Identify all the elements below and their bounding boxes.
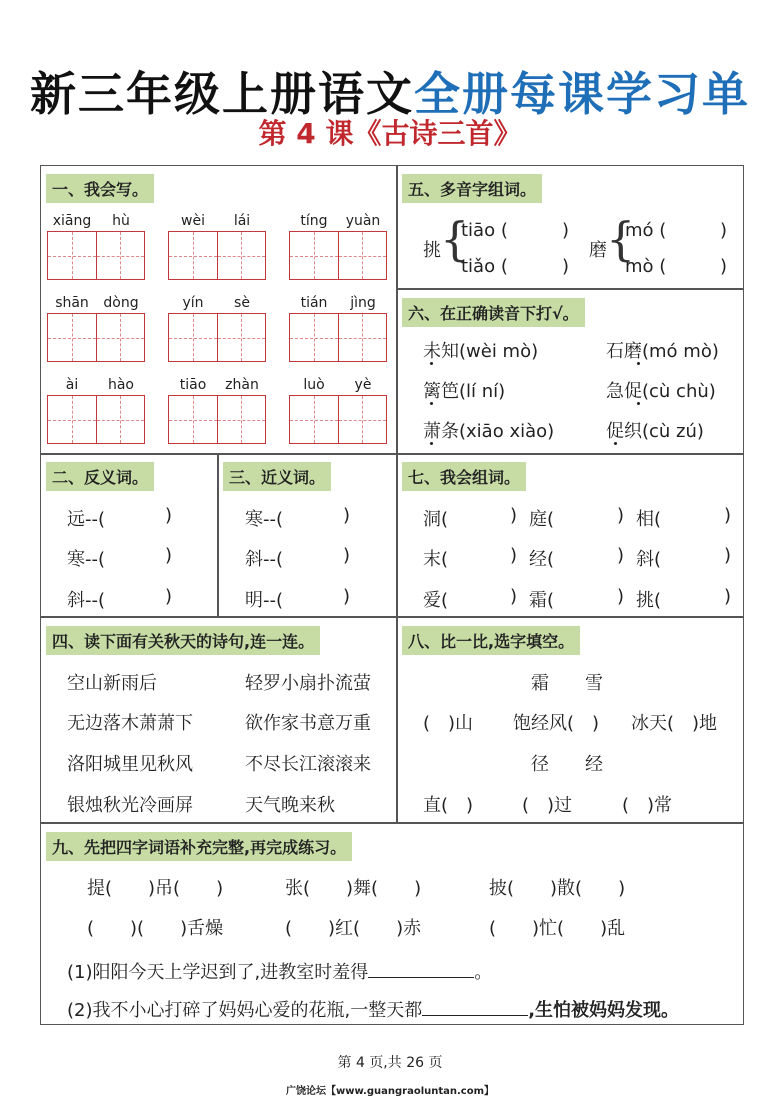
word-group-item: 霜( — [529, 590, 555, 611]
polyphone-char-2: 磨 — [589, 240, 607, 261]
reading-item: 促织(cù zú) — [606, 421, 704, 442]
pinyin-label: tián — [300, 295, 328, 311]
poem-line-left[interactable]: 空山新雨后 — [67, 673, 157, 694]
polyphone-1b: tiǎo ( — [461, 256, 508, 277]
divider — [396, 165, 398, 822]
grid-cell[interactable] — [290, 232, 339, 279]
section3-header: 三、近义词。 — [223, 462, 331, 491]
idiom-item: 张( )舞( ) — [285, 878, 422, 899]
question-2-text: (2)我不小心打碎了妈妈心爱的花瓶,一整天都 — [67, 1000, 423, 1021]
grid-cell[interactable] — [169, 314, 218, 361]
pinyin-label: sè — [234, 295, 250, 311]
divider — [396, 288, 744, 290]
writing-grid[interactable] — [289, 395, 387, 444]
pinyin-label: hào — [107, 377, 135, 393]
close-paren: ) — [617, 545, 625, 566]
close-paren: ) — [720, 256, 728, 277]
synonym-item: 寒--( — [245, 509, 284, 530]
close-paren: ) — [343, 586, 351, 607]
close-paren: ) — [165, 505, 173, 526]
grid-cell[interactable] — [339, 314, 387, 361]
question-1-text: (1)阳阳今天上学迟到了,进教室时羞得 — [67, 962, 369, 983]
close-paren: ) — [617, 586, 625, 607]
word-group-item: 洞( — [423, 509, 449, 530]
exercise-question-2 — [67, 996, 679, 1022]
polyphone-char-1: 挑 — [423, 240, 441, 261]
idiom-item: 提( )吊( ) — [87, 878, 224, 899]
poem-line-right[interactable]: 天气晚来秋 — [245, 795, 335, 816]
pinyin-label: lái — [233, 213, 251, 229]
pinyin-label: dòng — [103, 295, 139, 311]
emphasis-dot — [430, 442, 433, 445]
emphasis-dot — [637, 402, 640, 405]
close-paren: ) — [724, 586, 732, 607]
writing-grid[interactable] — [168, 395, 266, 444]
writing-grid[interactable] — [168, 231, 266, 280]
section1-header: 一、我会写。 — [46, 174, 154, 203]
section7-header: 七、我会组词。 — [402, 462, 526, 491]
reading-item: 篱笆(lí ní) — [423, 381, 506, 402]
idiom-item: 披( )散( ) — [489, 878, 626, 899]
close-paren: ) — [165, 586, 173, 607]
emphasis-dot — [637, 362, 640, 365]
section2-header: 二、反义词。 — [46, 462, 154, 491]
section4-header: 四、读下面有关秋天的诗句,连一连。 — [46, 626, 320, 655]
divider — [217, 453, 219, 616]
writing-grid[interactable] — [168, 313, 266, 362]
polyphone-1a: tiāo ( — [461, 220, 508, 241]
writing-grid[interactable] — [47, 313, 145, 362]
poem-line-right[interactable]: 欲作家书意万重 — [245, 713, 371, 734]
close-paren: ) — [343, 545, 351, 566]
divider — [40, 453, 744, 455]
lesson-subtitle: 第 4 课《古诗三首》 — [258, 117, 522, 150]
pinyin-label: ài — [65, 377, 79, 393]
writing-grid[interactable] — [289, 231, 387, 280]
divider — [40, 822, 744, 824]
answer-blank[interactable] — [368, 961, 474, 978]
antonym-item: 远--( — [67, 509, 106, 530]
word-group-item: 相( — [636, 509, 662, 530]
poem-line-right[interactable]: 轻罗小扇扑流萤 — [245, 673, 371, 694]
section9-header: 九、先把四字词语补充完整,再完成练习。 — [46, 832, 352, 861]
reading-item: 萧条(xiāo xiào) — [423, 421, 555, 442]
close-paren: ) — [562, 256, 570, 277]
exercise-question-1 — [67, 958, 492, 984]
answer-blank[interactable] — [422, 999, 528, 1016]
polyphone-2b: mò ( — [625, 256, 667, 277]
pinyin-label: xiāng — [52, 213, 92, 229]
close-paren: ) — [510, 586, 518, 607]
close-paren: ) — [724, 505, 732, 526]
brace-icon: { — [440, 212, 470, 266]
close-paren: ) — [720, 220, 728, 241]
question-2-end: ,生怕被妈妈发现。 — [528, 1000, 680, 1021]
idiom-item: ( )红( )赤 — [285, 918, 422, 939]
grid-cell[interactable] — [218, 314, 266, 361]
page-number: 第 4 页,共 26 页 — [337, 1055, 443, 1071]
title-part2: 全册每课学习单 — [414, 67, 750, 121]
fill-item: ( )山 — [423, 713, 474, 734]
grid-cell[interactable] — [97, 396, 145, 443]
close-paren: ) — [343, 505, 351, 526]
word-group-item: 末( — [423, 549, 449, 570]
fill-item: 饱经风( ) — [513, 713, 600, 734]
fill-item: 冰天( )地 — [631, 713, 718, 734]
word-group-item: 斜( — [636, 549, 662, 570]
section8-header: 八、比一比,选字填空。 — [402, 626, 580, 655]
word-group-item: 爱( — [423, 590, 449, 611]
emphasis-dot — [430, 362, 433, 365]
grid-cell[interactable] — [169, 396, 218, 443]
close-paren: ) — [724, 545, 732, 566]
pinyin-label: tiāo — [179, 377, 207, 393]
idiom-item: ( )( )舌燥 — [87, 918, 224, 939]
antonym-item: 斜--( — [67, 590, 106, 611]
grid-cell[interactable] — [339, 396, 387, 443]
grid-cell[interactable] — [169, 232, 218, 279]
close-paren: ) — [562, 220, 570, 241]
reading-item: 未知(wèi mò) — [423, 341, 539, 362]
question-1-end: 。 — [474, 962, 493, 983]
pinyin-label: yín — [182, 295, 204, 311]
writing-grid[interactable] — [47, 231, 145, 280]
grid-cell[interactable] — [290, 396, 339, 443]
word-group-item: 挑( — [636, 590, 662, 611]
title-part1: 新三年级上册语文 — [30, 67, 414, 121]
grid-cell[interactable] — [48, 314, 97, 361]
emphasis-dot — [614, 442, 617, 445]
polyphone-2a: mó ( — [625, 220, 667, 241]
pinyin-label: wèi — [181, 213, 205, 229]
pinyin-label: zhàn — [225, 377, 259, 393]
pinyin-label: tíng — [300, 213, 328, 229]
section6-header: 六、在正确读音下打√。 — [402, 298, 585, 327]
poem-line-left[interactable]: 银烛秋光冷画屏 — [67, 795, 193, 816]
antonym-item: 寒--( — [67, 549, 106, 570]
grid-cell[interactable] — [290, 314, 339, 361]
reading-item: 急促(cù chù) — [606, 381, 716, 402]
close-paren: ) — [510, 505, 518, 526]
brace-icon: { — [606, 212, 636, 266]
idiom-item: ( )忙( )乱 — [489, 918, 626, 939]
emphasis-dot — [430, 402, 433, 405]
pinyin-label: hù — [112, 213, 130, 229]
grid-cell[interactable] — [218, 232, 266, 279]
pinyin-label: jìng — [350, 295, 376, 311]
site-credit: 广饶论坛【www.guangraoluntan.com】 — [285, 1086, 495, 1097]
word-group-item: 经( — [529, 549, 555, 570]
divider — [40, 616, 744, 618]
reading-item: 石磨(mó mò) — [606, 341, 719, 362]
close-paren: ) — [510, 545, 518, 566]
grid-cell[interactable] — [339, 232, 387, 279]
fill-item: 直( ) — [423, 795, 474, 816]
grid-cell[interactable] — [97, 314, 145, 361]
fill-item: ( )过 — [522, 795, 573, 816]
synonym-item: 斜--( — [245, 549, 284, 570]
writing-grid[interactable] — [47, 395, 145, 444]
fill-item: ( )常 — [622, 795, 673, 816]
pinyin-label: luò — [303, 377, 325, 393]
section5-header: 五、多音字组词。 — [402, 174, 542, 203]
pinyin-label: yuàn — [345, 213, 381, 229]
word-group-item: 庭( — [529, 509, 555, 530]
close-paren: ) — [617, 505, 625, 526]
char-pair-1: 霜 雪 — [531, 673, 603, 694]
grid-cell[interactable] — [48, 232, 97, 279]
poem-line-left[interactable]: 无边落木萧萧下 — [67, 713, 193, 734]
poem-line-right[interactable]: 不尽长江滚滚来 — [245, 754, 371, 775]
close-paren: ) — [165, 545, 173, 566]
synonym-item: 明--( — [245, 590, 284, 611]
pinyin-label: shān — [55, 295, 89, 311]
grid-cell[interactable] — [218, 396, 266, 443]
pinyin-label: yè — [354, 377, 372, 393]
grid-cell[interactable] — [48, 396, 97, 443]
char-pair-2: 径 经 — [531, 754, 603, 775]
grid-cell[interactable] — [97, 232, 145, 279]
poem-line-left[interactable]: 洛阳城里见秋风 — [67, 754, 193, 775]
writing-grid[interactable] — [289, 313, 387, 362]
